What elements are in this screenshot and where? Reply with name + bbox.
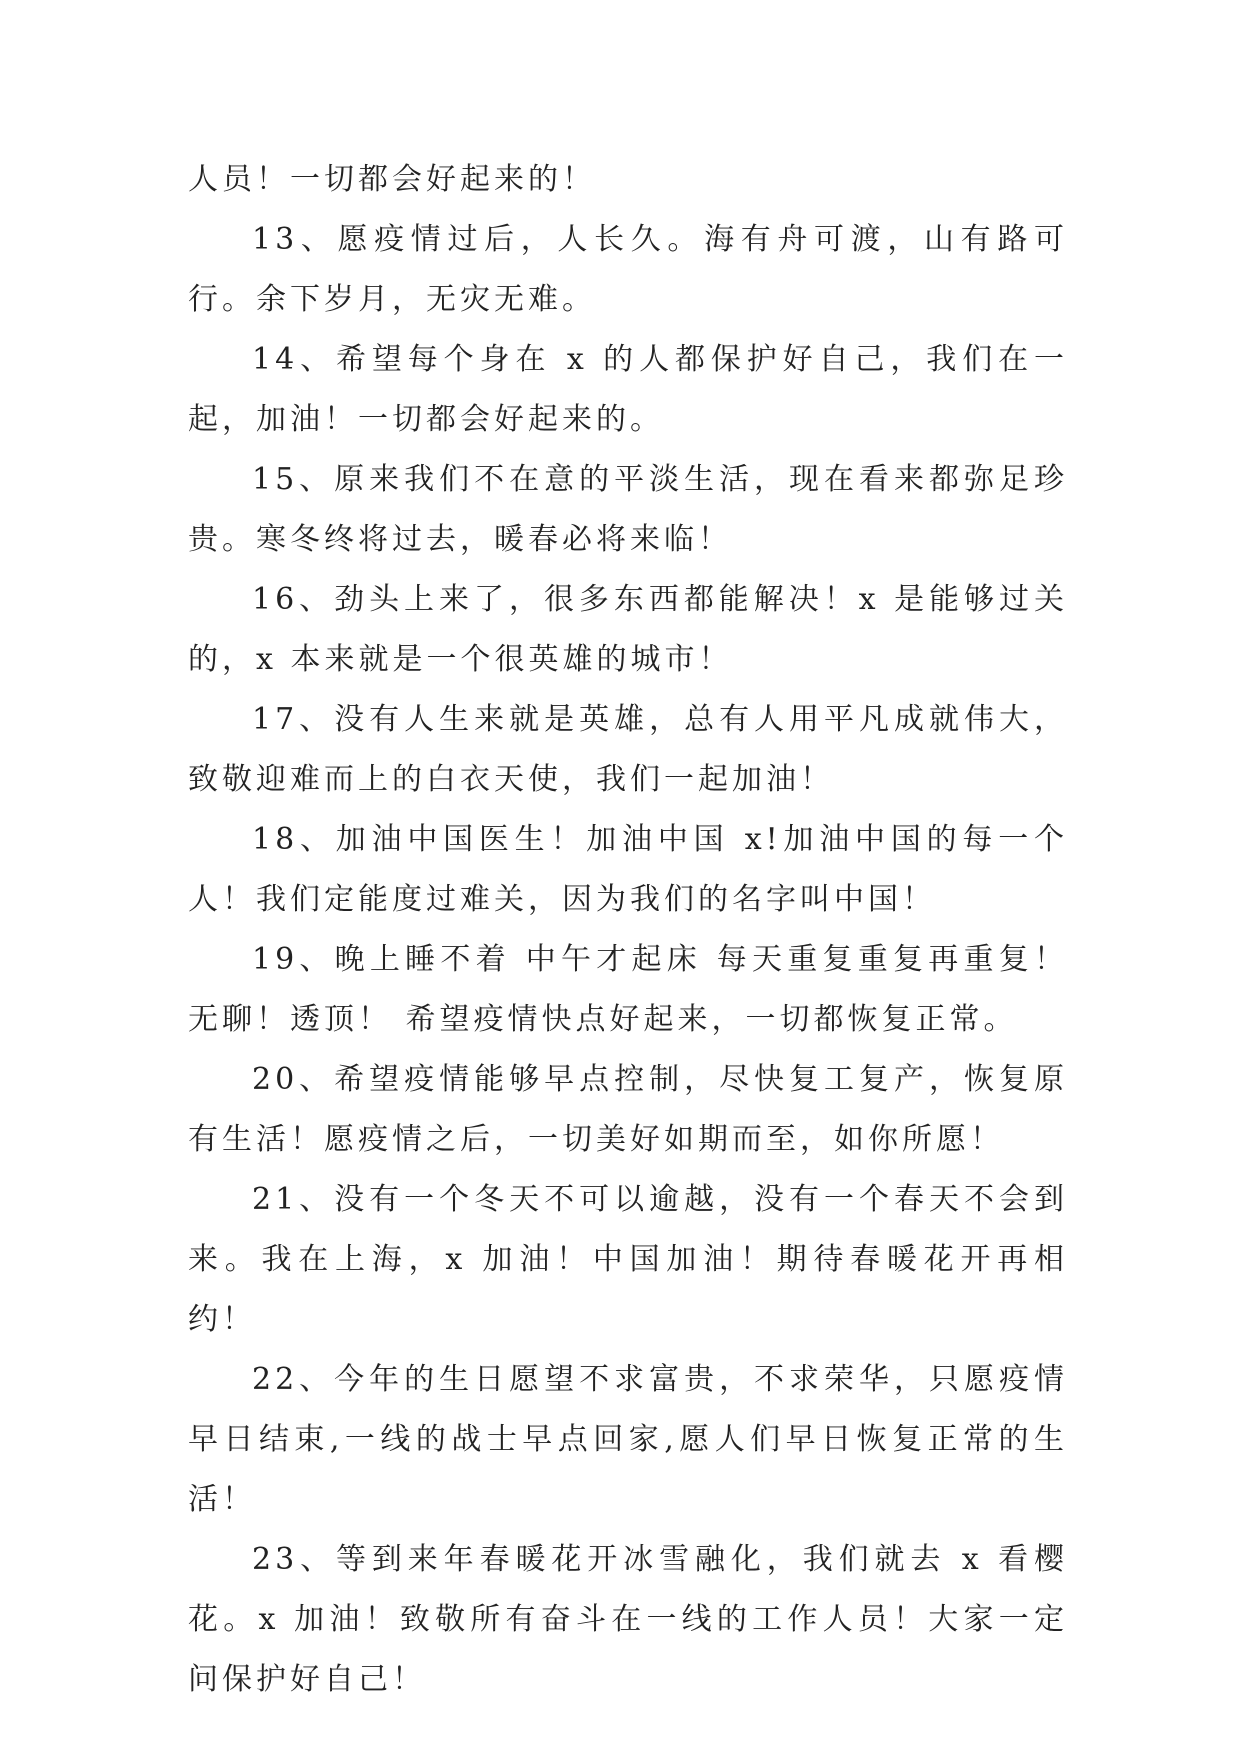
paragraph-22: 22、今年的生日愿望不求富贵，不求荣华，只愿疫情早日结束,一线的战士早点回家,愿人们早日恢复正常的生活！ xyxy=(188,1362,1068,1517)
document-page xyxy=(188,150,1068,1710)
paragraph-17: 17、没有人生来就是英雄，总有人用平凡成就伟大，致敬迎难而上的白衣天使，我们一起加油！ xyxy=(188,702,1068,797)
paragraph-13: 13、愿疫情过后，人长久。海有舟可渡，山有路可行。余下岁月，无灾无难。 xyxy=(188,222,1068,317)
paragraph-19: 19、晚上睡不着 中午才起床 每天重复重复再重复！无聊！透顶！ 希望疫情快点好起来，一切都恢复正常。 xyxy=(188,942,1068,1037)
paragraph-18: 18、加油中国医生！加油中国 x!加油中国的每一个人！我们定能度过难关，因为我们的名字叫中国！ xyxy=(188,822,1068,917)
paragraph-20: 20、希望疫情能够早点控制，尽快复工复产，恢复原有生活！愿疫情之后，一切美好如期而至，如你所愿！ xyxy=(188,1062,1068,1157)
paragraph-23: 23、等到来年春暖花开冰雪融化，我们就去 x 看樱花。x 加油！致敬所有奋斗在一线的工作人员！大家一定问保护好自己！ xyxy=(188,1542,1068,1697)
paragraph-continuation: 人员！一切都会好起来的！ xyxy=(188,162,596,197)
paragraph-15: 15、原来我们不在意的平淡生活，现在看来都弥足珍贵。寒冬终将过去，暖春必将来临！ xyxy=(188,462,1068,557)
paragraph-21: 21、没有一个冬天不可以逾越，没有一个春天不会到来。我在上海，x 加油！中国加油！期待春暖花开再相约！ xyxy=(188,1182,1068,1337)
paragraph-14: 14、希望每个身在 x 的人都保护好自己，我们在一起，加油！一切都会好起来的。 xyxy=(188,342,1068,437)
paragraph-16: 16、劲头上来了，很多东西都能解决！x 是能够过关的，x 本来就是一个很英雄的城市！ xyxy=(188,582,1068,677)
